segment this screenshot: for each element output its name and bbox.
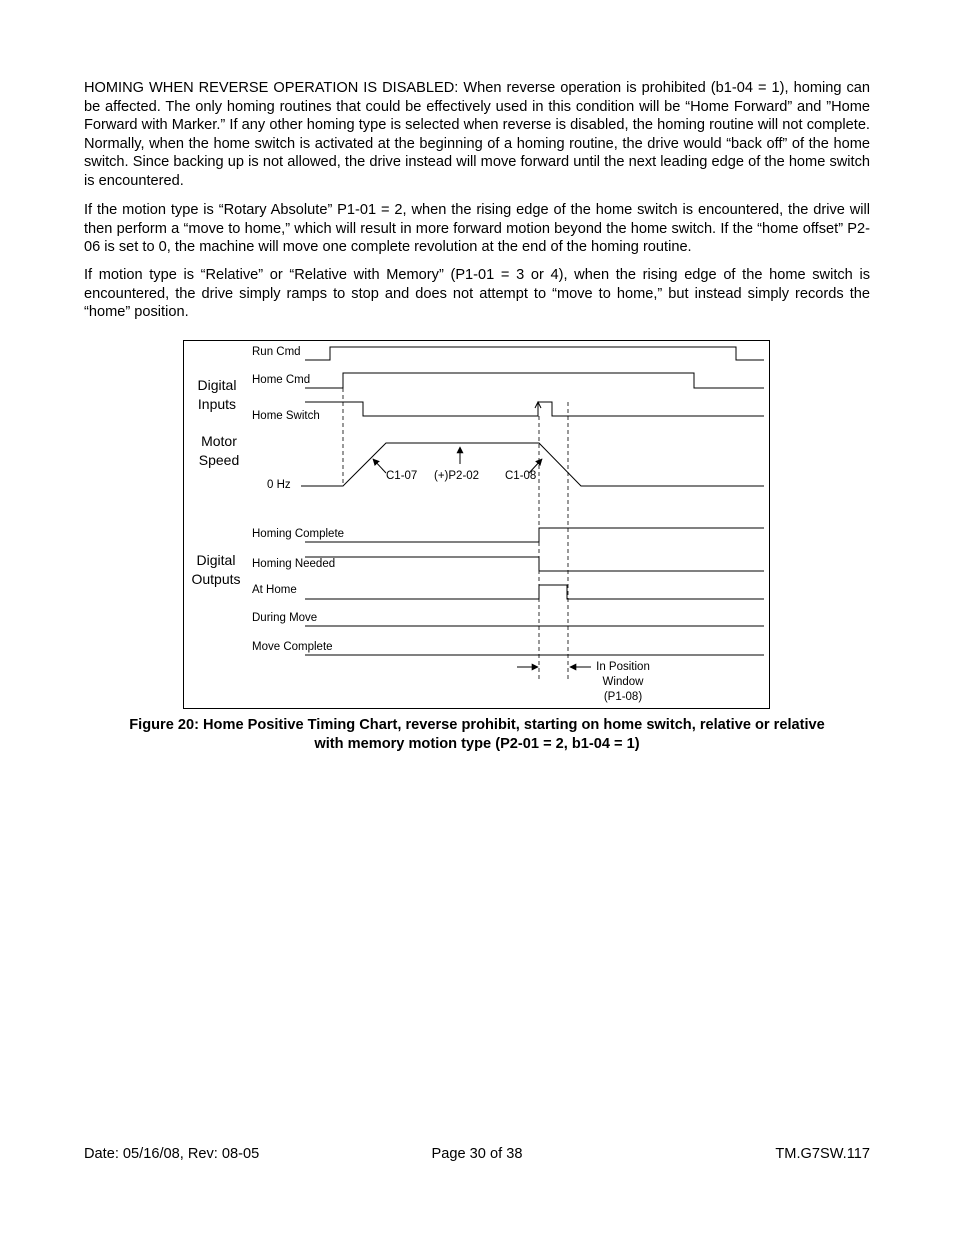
arrow-accel-icon <box>373 459 386 473</box>
paragraph-rotary-absolute: If the motion type is “Rotary Absolute” P1-01 = 2, when the rising edge of the home switch is encountered, the drive will then perform a “move to home,” which will result in more forward motion beyond the home switch. If the “home offset” P2-06 is set to 0, the machine will move one complete revolution at the end of the homing routine. <box>84 202 870 256</box>
annotation-in-position-1: In Position <box>596 661 650 673</box>
annotation-p2-02: (+)P2-02 <box>434 470 480 482</box>
timing-chart-figure <box>183 340 770 709</box>
group-label-outputs: Outputs <box>191 571 241 587</box>
signal-label-run-cmd: Run Cmd <box>252 346 301 358</box>
waveform-homing-complete <box>305 528 764 542</box>
annotation-c1-08: C1-08 <box>505 470 537 482</box>
signal-label-home-switch: Home Switch <box>252 410 320 422</box>
group-label-motor: Motor <box>201 433 237 449</box>
footer-date: Date: 05/16/08, Rev: 08-05 <box>84 1146 260 1162</box>
signal-label-home-cmd: Home Cmd <box>252 374 311 386</box>
figure-caption-line-1: Figure 20: Home Positive Timing Chart, reverse prohibit, starting on home switch, relative or relative <box>129 717 825 733</box>
signal-label-homing-complete: Homing Complete <box>252 528 345 540</box>
group-label-digital: Digital <box>197 377 237 393</box>
figure-caption <box>84 716 870 754</box>
footer-page-number: Page 30 of 38 <box>431 1146 523 1162</box>
group-label-inputs: Inputs <box>197 396 237 412</box>
annotation-c1-07: C1-07 <box>386 470 418 482</box>
annotation-in-position-3: (P1-08) <box>603 691 643 703</box>
group-label-speed: Speed <box>198 452 240 468</box>
figure-frame <box>184 341 770 709</box>
signal-label-zero-hz: 0 Hz <box>267 479 291 491</box>
signal-label-homing-needed: Homing Needed <box>252 558 336 570</box>
timing-chart-svg <box>183 340 770 709</box>
signal-label-at-home: At Home <box>252 584 297 596</box>
paragraph-relative: If motion type is “Relative” or “Relative with Memory” (P1-01 = 3 or 4), when the rising edge of the home switch is encountered, the drive simply ramps to stop and does not attempt to “move to home,” but instead simply records the “home” position. <box>84 267 870 321</box>
signal-label-move-complete: Move Complete <box>252 641 333 653</box>
signal-label-during-move: During Move <box>252 612 318 624</box>
waveform-at-home <box>305 585 764 599</box>
waveform-homing-needed <box>305 557 764 571</box>
group-label-digital-out: Digital <box>196 552 236 568</box>
waveform-home-switch <box>305 402 764 416</box>
footer-doc-id: TM.G7SW.117 <box>775 1146 870 1162</box>
waveform-home-cmd <box>305 373 764 388</box>
annotation-in-position-2: Window <box>602 676 644 688</box>
figure-caption-line-2: with memory motion type (P2-01 = 2, b1-04 = 1) <box>314 736 640 752</box>
waveform-run-cmd <box>305 347 764 360</box>
paragraph-reverse-disabled: HOMING WHEN REVERSE OPERATION IS DISABLED: When reverse operation is prohibited (b1-04 = 1), homing can be affected. The only homing routines that could be effectively used in this condition will be “Home Forward” and ”Home Forward with Marker.” If any other homing type is selected when reverse is disabled, the homing routine will not complete. Normally, when the home switch is activated at the beginning of a homing routine, the drive would “back off” of the home switch. Since backing up is not allowed, the drive instead will move forward until the next leading edge of the home switch is encountered. <box>84 80 870 189</box>
